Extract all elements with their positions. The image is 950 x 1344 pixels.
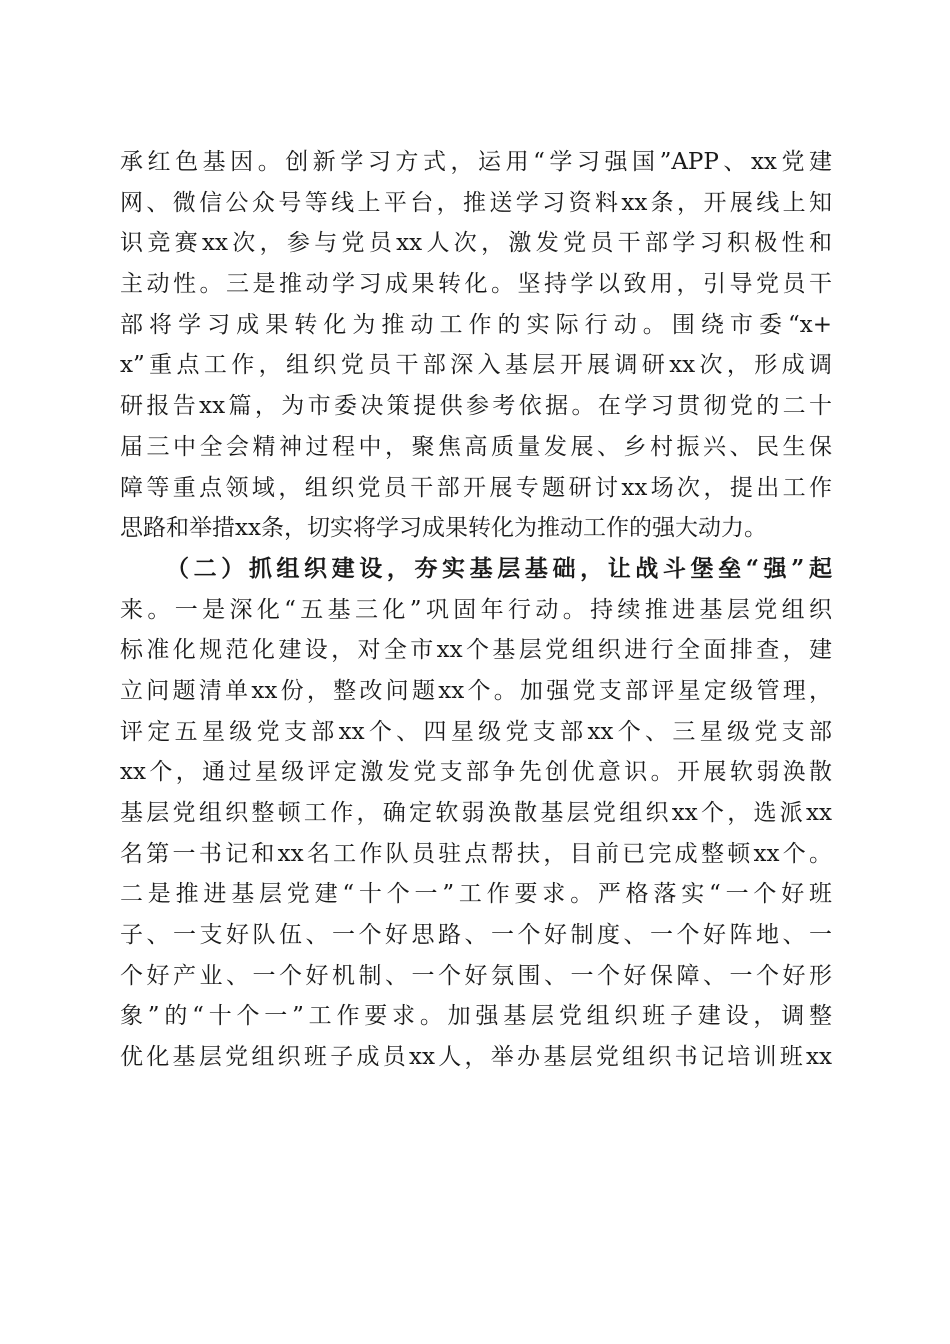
text-line: 承红色基因。创新学习方式，运用“学习强国”APP、xx党建 [120,149,832,175]
text-line: 评定五星级党支部xx个、四星级党支部xx个、三星级党支部 [120,718,832,745]
text-line: 名第一书记和xx名工作队员驻点帮扶，目前已完成整顿xx个。 [120,840,832,867]
text-line: 研报告xx篇，为市委决策提供参考依据。在学习贯彻党的二十 [120,393,832,420]
text-line: 基层党组织整顿工作，确定软弱涣散基层党组织xx个，选派xx [120,800,832,826]
text-line: 部将学习成果转化为推动工作的实际行动。围绕市委“x+ [120,311,832,338]
text-line: 主动性。三是推动学习成果转化。坚持学以致用，引导党员干 [120,271,832,298]
text-line: 优化基层党组织班子成员xx人，举办基层党组织书记培训班xx [120,1044,832,1071]
text-line: 象”的“十个一”工作要求。加强基层党组织班子建设，调整 [120,1003,832,1030]
paragraph-1 [120,142,832,549]
text-line: 标准化规范化建设，对全市xx个基层党组织进行全面排查，建 [120,637,832,664]
text-line: 个好产业、一个好机制、一个好氛围、一个好保障、一个好形 [120,962,832,989]
paragraph-2 [120,549,832,1078]
text-line: 届三中全会精神过程中，聚焦高质量发展、乡村振兴、民生保 [120,433,832,460]
section-heading: （二）抓组织建设，夯实基层基础，让战斗堡垒“强”起 [166,554,832,582]
text-line: x”重点工作，组织党员干部深入基层开展调研xx次，形成调 [120,352,832,379]
text-line: 障等重点领域，组织党员干部开展专题研讨xx场次，提出工作 [120,474,832,501]
text-line: 识竞赛xx次，参与党员xx人次，激发党员干部学习积极性和 [120,230,832,257]
text-line: 二是推进基层党建“十个一”工作要求。严格落实“一个好班 [120,881,832,908]
body-text [120,142,832,1078]
text-line: 立问题清单xx份，整改问题xx个。加强党支部评星定级管理， [120,677,832,704]
text-line: 子、一支好队伍、一个好思路、一个好制度、一个好阵地、一 [120,922,832,949]
text-line: xx个，通过星级评定激发党支部争先创优意识。开展软弱涣散 [120,759,832,786]
text-line: 来。一是深化“五基三化”巩固年行动。持续推进基层党组织 [120,596,832,623]
text-line: 网、微信公众号等线上平台，推送学习资料xx条，开展线上知 [120,189,832,216]
text-line: 思路和举措xx条，切实将学习成果转化为推动工作的强大动力。 [120,515,767,542]
